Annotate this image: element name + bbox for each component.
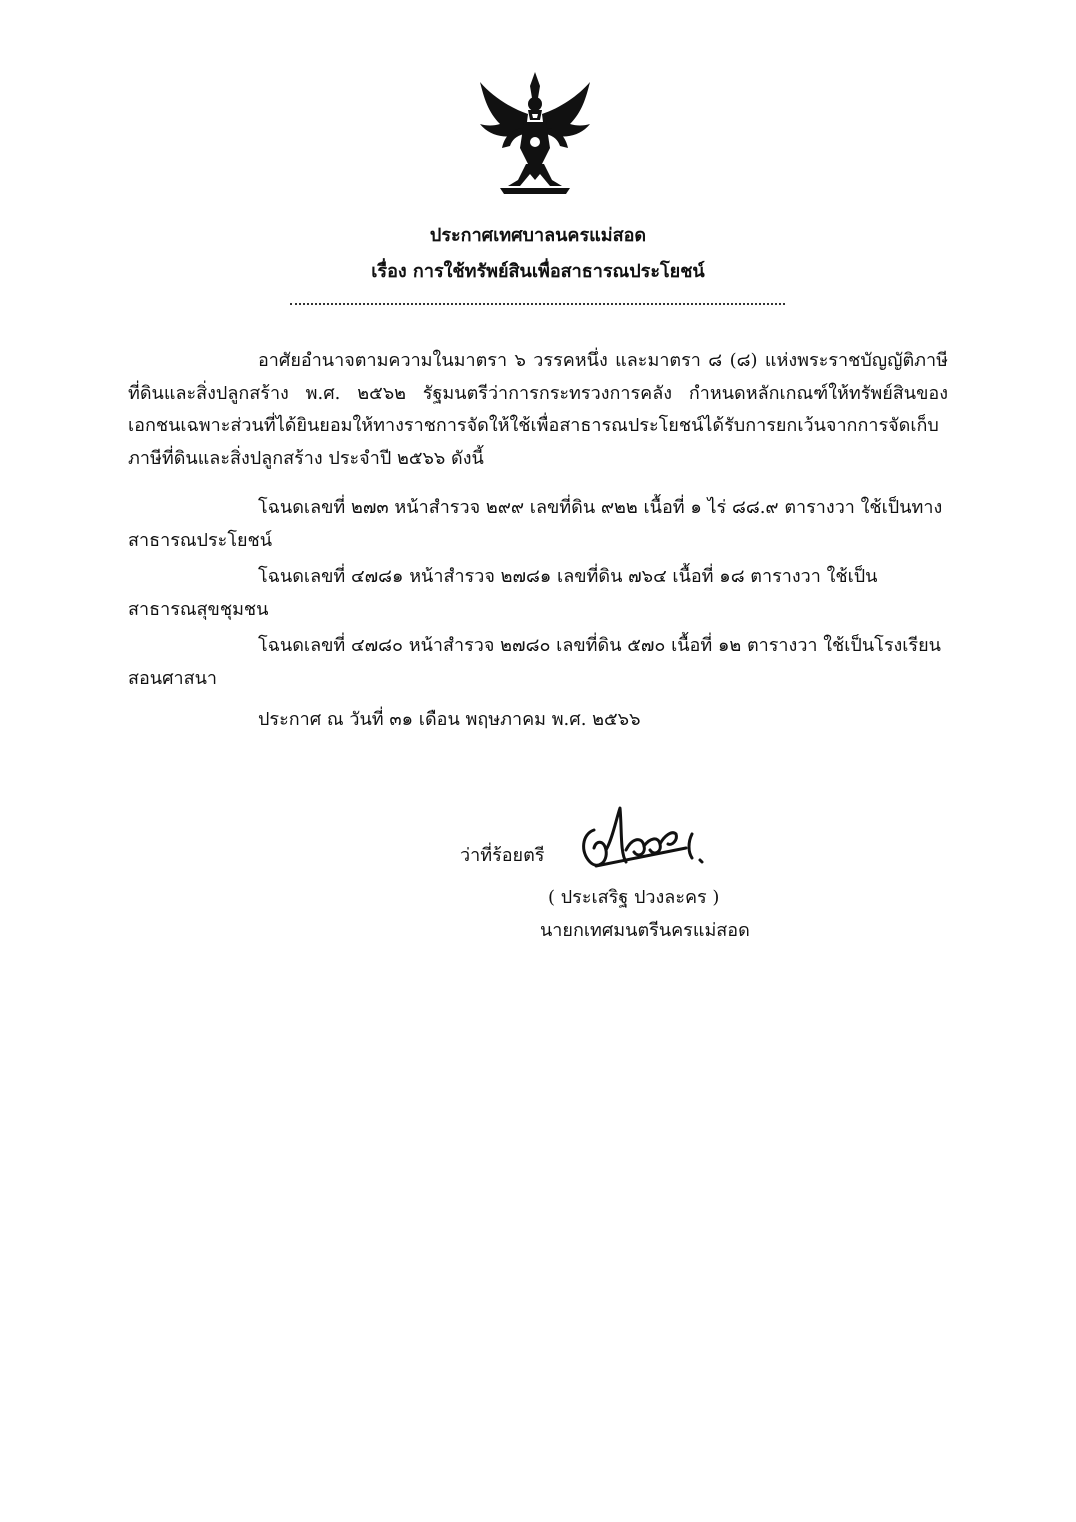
handwritten-signature [576, 800, 716, 878]
garuda-emblem-icon [470, 68, 600, 198]
announcement-title: ประกาศเทศบาลนครแม่สอด [429, 225, 647, 246]
signer-position: นายกเทศมนตรีนครแม่สอด [540, 920, 750, 941]
deed-list [128, 492, 948, 699]
announcement-subject: เรื่อง การใช้ทรัพย์สินเพื่อสาธารณประโยชน์ [371, 261, 705, 282]
signer-name: ( ประเสริฐ ปวงละคร ) [548, 887, 720, 908]
signer-rank: ว่าที่ร้อยตรี [460, 845, 545, 866]
announcement-date: ประกาศ ณ วันที่ ๓๑ เดือน พฤษภาคม พ.ศ. ๒๕๖๖ [258, 709, 641, 730]
deed-item: โฉนดเลขที่ ๔๗๘๑ หน้าสำรวจ ๒๗๘๑ เลขที่ดิน ๗๖๔ เนื้อที่ ๑๘ ตารางวา ใช้เป็นสาธารณสุขชุมชน [128, 566, 878, 620]
separator-dots [290, 303, 785, 305]
main-paragraph: อาศัยอำนาจตามความในมาตรา ๖ วรรคหนึ่ง และมาตรา ๘ (๘) แห่งพระราชบัญญัติภาษีที่ดินและสิ่งปลูกสร้าง พ.ศ. ๒๕๖๒ รัฐมนตรีว่าการกระทรวงการคลัง กำหนดหลักเกณฑ์ให้ทรัพย์สินของเอกชนเฉพาะส่วนที่ได้ยินยอมให้ทางราชการจัดให้ใช้เพื่อสาธารณประโยชน์ได้รับการยกเว้นจากการจัดเก็บภาษีที่ดินและสิ่งปลูกสร้าง ประจำปี ๒๕๖๖ ดังนี้ [128, 350, 948, 469]
deed-item: โฉนดเลขที่ ๔๗๘๐ หน้าสำรวจ ๒๗๘๐ เลขที่ดิน ๕๗๐ เนื้อที่ ๑๒ ตารางวา ใช้เป็นโรงเรียนสอนศาสนา [128, 635, 941, 689]
deed-item: โฉนดเลขที่ ๒๗๓ หน้าสำรวจ ๒๙๙ เลขที่ดิน ๙๒๒ เนื้อที่ ๑ ไร่ ๘๘.๙ ตารางวา ใช้เป็นทางสาธารณประโยชน์ [128, 497, 943, 551]
